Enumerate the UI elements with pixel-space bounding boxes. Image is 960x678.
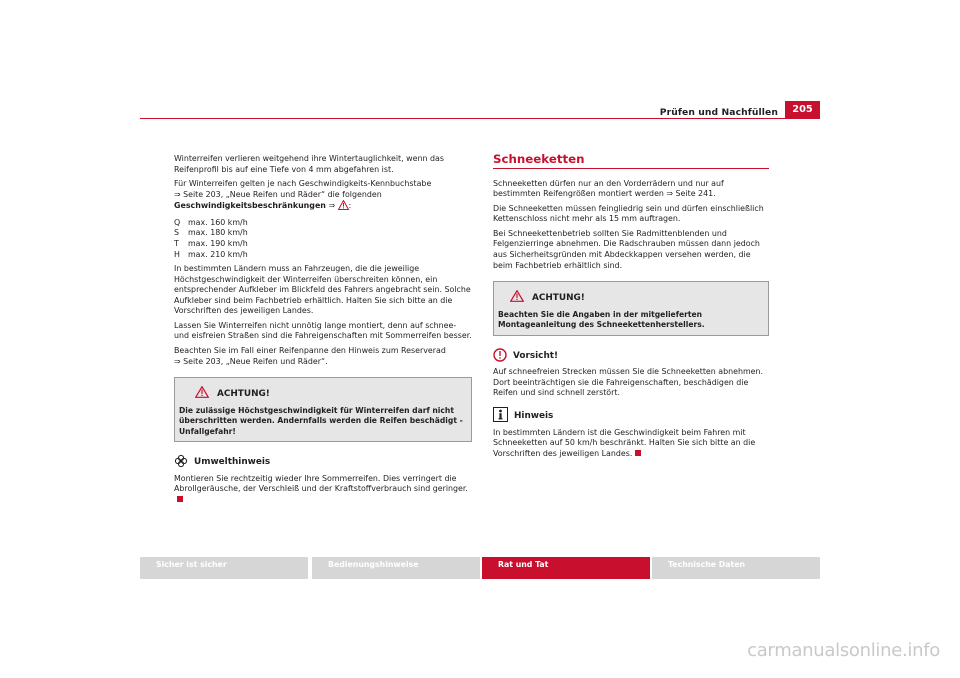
section-end-marker bbox=[177, 496, 183, 502]
info-icon bbox=[493, 407, 508, 426]
hint-title: Hinweis bbox=[514, 410, 554, 421]
env-note-title: Umwelthinweis bbox=[194, 457, 271, 468]
section-end-marker bbox=[635, 450, 641, 456]
watermark: carmanualsonline.info bbox=[747, 640, 940, 661]
header-rule bbox=[140, 118, 820, 119]
winter-tire-para-2: Für Winterreifen gelten je nach Geschwindigkeits-Kennbuchstabe ⇒ Seite 203, „Neue Reifen und Räder“ die folgenden Geschwindigkeitsbeschränkungen ⇒ : bbox=[174, 179, 472, 214]
warning-box bbox=[493, 281, 769, 335]
warning-triangle-icon bbox=[195, 386, 209, 402]
env-note-text: Montieren Sie rechtzeitig wieder Ihre Sommerreifen. Dies verringert die Abrollgeräusche, der Verschleiß und der Kraftstoffverbrauch sind geringer. bbox=[174, 474, 472, 506]
footer-tab-technical-data[interactable]: Technische Daten bbox=[652, 557, 820, 579]
footer-tab-advice[interactable]: Rat und Tat bbox=[482, 557, 650, 579]
page-ref-link[interactable]: ⇒ Seite 203, „Neue Reifen und Räder“. bbox=[174, 356, 328, 366]
env-note-header bbox=[174, 454, 472, 472]
section-title-snow-chains: Schneeketten bbox=[493, 154, 769, 169]
speed-limit-list bbox=[174, 218, 472, 260]
page-number: 205 bbox=[785, 101, 820, 118]
warning-ref-arrow[interactable]: ⇒ bbox=[328, 201, 336, 211]
footer-tab-operation[interactable]: Bedienungshinweise bbox=[312, 557, 480, 579]
hint-text: In bestimmten Ländern ist die Geschwindigkeit beim Fahren mit Schneeketten auf 50 km/h beschränkt. Halten Sie sich bitte an die Vorschriften des jeweiligen Landes. bbox=[493, 427, 756, 458]
page-ref-link[interactable]: ⇒ Seite 203, „Neue Reifen und Räder“ die folgenden bbox=[174, 189, 382, 199]
list-item: Q max. 160 km/h bbox=[174, 217, 248, 227]
warning-box bbox=[174, 377, 472, 442]
warning-title: ACHTUNG! bbox=[217, 388, 270, 399]
hint-header bbox=[493, 407, 769, 426]
list-item: H max. 210 km/h bbox=[174, 249, 248, 259]
snow-chain-para-2: Die Schneeketten müssen feingliedrig sein und dürfen einschließlich Kettenschloss nicht mehr als 15 mm auftragen. bbox=[493, 203, 764, 224]
caution-icon bbox=[493, 348, 507, 366]
caution-title: Vorsicht! bbox=[513, 351, 559, 362]
list-item: S max. 180 km/h bbox=[174, 228, 248, 238]
winter-tire-para-1: Winterreifen verlieren weitgehend ihre Wintertauglichkeit, wenn das Reifenprofil bis auf eine Tiefe von 4 mm abgefahren ist. bbox=[174, 154, 444, 174]
warning-title: ACHTUNG! bbox=[532, 292, 585, 303]
snow-chain-para-1: Schneeketten dürfen nur an den Vorderrädern und nur auf bestimmten Reifengrößen montiert werden ⇒ Seite 241. bbox=[493, 178, 724, 199]
warning-triangle-icon[interactable] bbox=[338, 200, 349, 214]
warning-triangle-icon bbox=[510, 290, 524, 306]
caution-header bbox=[493, 348, 769, 366]
speed-restriction-term: Geschwindigkeitsbeschränkungen bbox=[174, 201, 326, 211]
left-column bbox=[174, 154, 472, 509]
running-header-title: Prüfen und Nachfüllen bbox=[659, 107, 778, 118]
right-column bbox=[493, 154, 769, 463]
caution-text: Auf schneefreien Strecken müssen Sie die Schneeketten abnehmen. Dort beeinträchtigen sie die Fahreigenschaften, beschädigen die Reifen und sind schnell zerstört. bbox=[493, 367, 764, 398]
list-item: T max. 190 km/h bbox=[174, 238, 248, 248]
flower-icon bbox=[174, 454, 188, 472]
snow-chain-para-3: Bei Schneekettenbetrieb sollten Sie Radmittenblenden und Felgenzierringe abnehmen. Die Radschrauben müssen dann jedoch aus Sicherheitsgründen mit Abdeckkappen versehen werden, die beim Fachbetrieb erhältlich sind. bbox=[493, 228, 760, 270]
winter-tire-para-5: Beachten Sie im Fall einer Reifenpanne den Hinweis zum Reserverad ⇒ Seite 203, „Neue Reifen und Räder“. bbox=[174, 345, 446, 366]
warning-text: Beachten Sie die Angaben in der mitgelieferten Montageanleitung des Schneekettenherstellers. bbox=[494, 310, 768, 335]
winter-tire-para-4: Lassen Sie Winterreifen nicht unnötig lange montiert, denn auf schnee- und eisfreien Straßen sind die Fahreigenschaften mit Sommerreifen besser. bbox=[174, 320, 472, 341]
winter-tire-para-3: In bestimmten Ländern muss an Fahrzeugen, die die jeweilige Höchstgeschwindigkeit der Winterreifen überschreiten können, ein entsprechender Aufkleber im Blickfeld des Fahrers angebracht sein. Solche Aufkleber sind beim Fachbetrieb erhältlich. Halten Sie sich bitte an die Vorschriften des jeweiligen Landes. bbox=[174, 264, 471, 316]
footer-tab-safety[interactable]: Sicher ist sicher bbox=[140, 557, 308, 579]
warning-text: Die zulässige Höchstgeschwindigkeit für Winterreifen darf nicht überschritten werden. Andernfalls werden die Reifen beschädigt - Unfallgefahr! bbox=[175, 406, 471, 441]
